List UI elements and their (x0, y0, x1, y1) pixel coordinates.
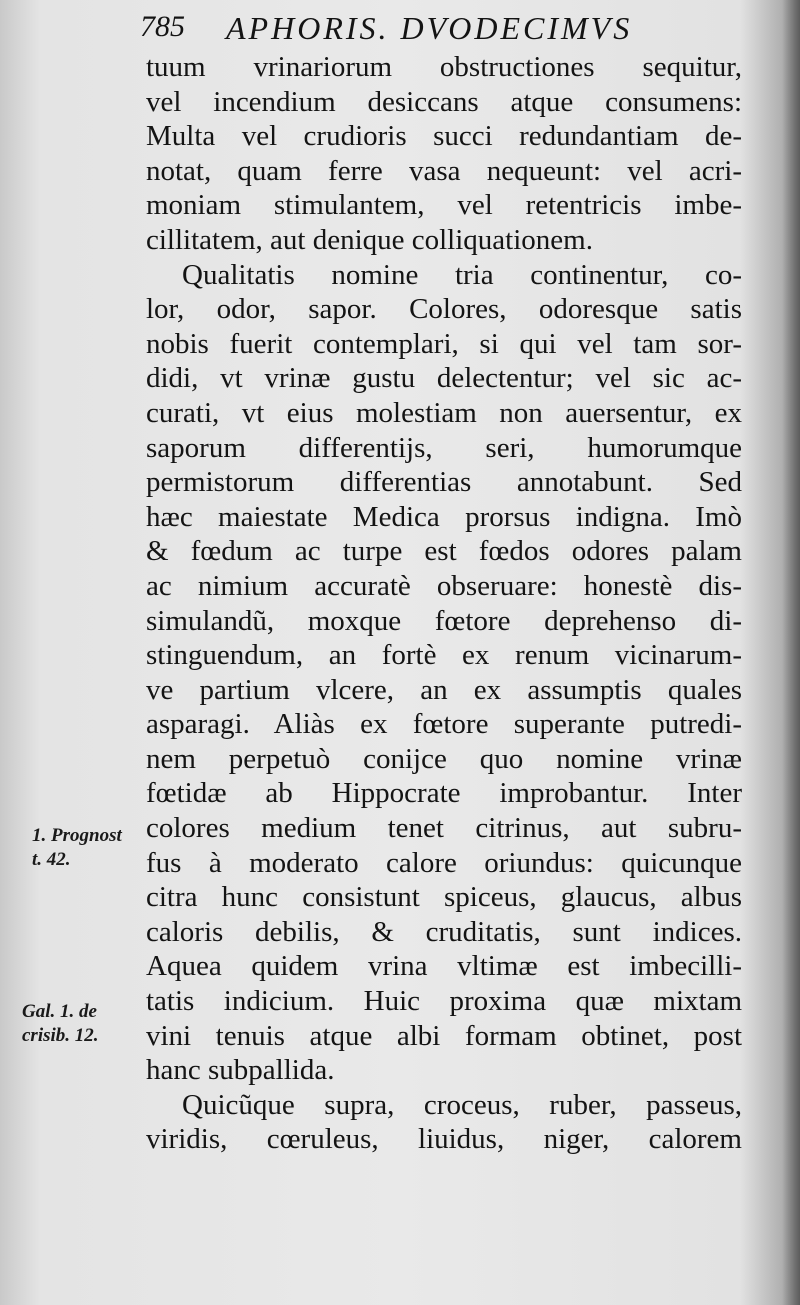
text-line: lor, odor, sapor. Colores, odoresque satis (146, 293, 742, 326)
text-line: notat, quam ferre vasa nequeunt: vel acri- (146, 154, 742, 187)
text-line: ve partium vlcere, an ex assumptis quales (146, 673, 742, 706)
page-number: 785 (140, 10, 185, 43)
text-line: curati, vt eius molestiam non auersentur, ex (146, 396, 742, 429)
text-line: tuum vrinariorum obstructiones sequitur, (146, 51, 742, 83)
page-edge-shadow (782, 0, 800, 1305)
text-line: citra hunc consistunt spiceus, glaucus, albus (146, 881, 742, 914)
text-line: Multa vel crudioris succi redundantiam de- (146, 120, 742, 153)
paragraph-start-line: Qualitatis nomine tria continentur, co- (182, 258, 742, 291)
margin-note-line: 1. Prognost (32, 825, 122, 846)
margin-note-line: Gal. 1. de (22, 1001, 97, 1022)
text-line: stinguendum, an fortè ex renum vicinarum- (146, 639, 742, 672)
text-line: tatis indicium. Huic proxima quæ mixtam (146, 985, 742, 1018)
text-line: saporum differentijs, seri, humorumque (146, 431, 742, 464)
text-line: didi, vt vrinæ gustu delectentur; vel sic ac- (146, 362, 742, 395)
body-text (146, 50, 742, 1157)
text-line: simulandũ, moxque fœtore deprehenso di- (146, 604, 742, 637)
text-line: fus à moderato calore oriundus: quicunque (146, 846, 742, 879)
text-line: moniam stimulantem, vel retentricis imbe- (146, 189, 742, 222)
text-line: & fœdum ac turpe est fœdos odores palam (146, 535, 742, 568)
text-line: Aquea quidem vrina vltimæ est imbecilli- (146, 950, 742, 983)
margin-note-galen (22, 1000, 99, 1048)
text-line: vel incendium desiccans atque consumens: (146, 85, 742, 118)
text-line: caloris debilis, & cruditatis, sunt indices. (146, 915, 742, 948)
text-line: nobis fuerit contemplari, si qui vel tam sor- (146, 327, 742, 360)
text-line: ac nimium accuratè obseruare: honestè dis- (146, 569, 742, 602)
text-line: nem perpetuò conijce quo nomine vrinæ (146, 742, 742, 775)
text-line: hanc subpallida. (146, 1054, 335, 1087)
running-head-title: APHORIS. DVODECIMVS (226, 10, 633, 46)
text-line: colores medium tenet citrinus, aut subru- (146, 812, 742, 845)
text-line: fœtidæ ab Hippocrate improbantur. Inter (146, 777, 742, 810)
text-line: asparagi. Aliàs ex fœtore superante putredi- (146, 708, 742, 741)
margin-note-line: t. 42. (32, 849, 71, 870)
text-line: permistorum differentias annotabunt. Sed (146, 466, 742, 499)
text-line: cillitatem, aut denique colliquationem. (146, 223, 593, 256)
running-head (130, 8, 750, 52)
text-line: viridis, cœruleus, liuidus, niger, calorem (146, 1123, 742, 1156)
text-line: vini tenuis atque albi formam obtinet, post (146, 1019, 742, 1052)
paragraph-start-line: Quicũque supra, croceus, ruber, passeus, (182, 1088, 742, 1121)
margin-note-line: crisib. 12. (22, 1025, 99, 1046)
text-line: hæc maiestate Medica prorsus indigna. Imò (146, 500, 742, 533)
margin-note-prognostic (32, 824, 122, 872)
